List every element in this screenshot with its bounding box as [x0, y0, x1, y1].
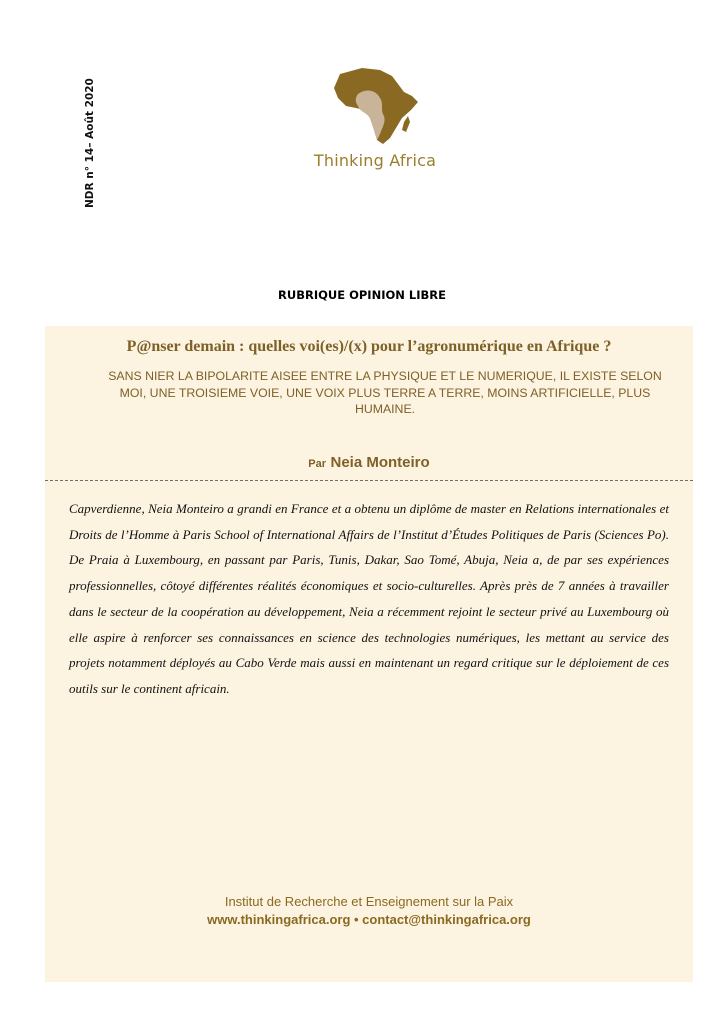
africa-map-icon	[300, 62, 450, 150]
author-name: Neia Monteiro	[330, 454, 430, 471]
thinking-africa-logo	[300, 62, 450, 180]
author-prefix: Par	[308, 458, 327, 470]
article-subtitle: SANS NIER LA BIPOLARITE AISEE ENTRE LA PHYSIQUE ET LE NUMERIQUE, IL EXISTE SELON MOI, UNE TROISIEME VOIE, UNE VOIX PLUS TERRE A TERRE, MOINS ARTIFICIELLE, PLUS HUMAINE.	[108, 369, 662, 416]
logo-text: Thinking Africa	[313, 151, 437, 170]
issue-label: NDR n° 14– Août 2020	[84, 78, 96, 208]
institute-name: Institut de Recherche et Enseignement sur la Paix	[224, 894, 514, 909]
footer	[45, 893, 693, 929]
author-line	[45, 454, 693, 472]
author-bio: Capverdienne, Neia Monteiro a grandi en France et a obtenu un diplôme de master en Relations internationales et Droits de l’Homme à Paris School of International Affairs de l’Institut d’Études Politiques de Paris (Sciences Po). De Praia à Luxembourg, en passant par Paris, Tunis, Dakar, Sao Tomé, Abuja, Neia a, de par ses expériences professionnelles, côtoyé différentes réalités économiques et socio-culturelles. Après près de 7 années à travailler dans le secteur de la coopération au développement, Neia a récemment rejoint le secteur privé au Luxembourg où elle aspire à renforcer ses connaissances en science des technologies numériques, les mettant au service des projets notamment déployés au Cabo Verde mais aussi en maintenant un regard critique sur le déploiement de ces outils sur le continent africain.	[69, 501, 669, 696]
contact-line[interactable]: www.thinkingafrica.org • contact@thinkingafrica.org	[207, 912, 531, 927]
dashed-divider	[45, 480, 693, 481]
article-panel	[45, 326, 693, 982]
article-title: P@nser demain : quelles voi(es)/(x) pour l’agronumérique en Afrique ?	[126, 338, 612, 355]
section-rubric: RUBRIQUE OPINION LIBRE	[278, 288, 446, 302]
